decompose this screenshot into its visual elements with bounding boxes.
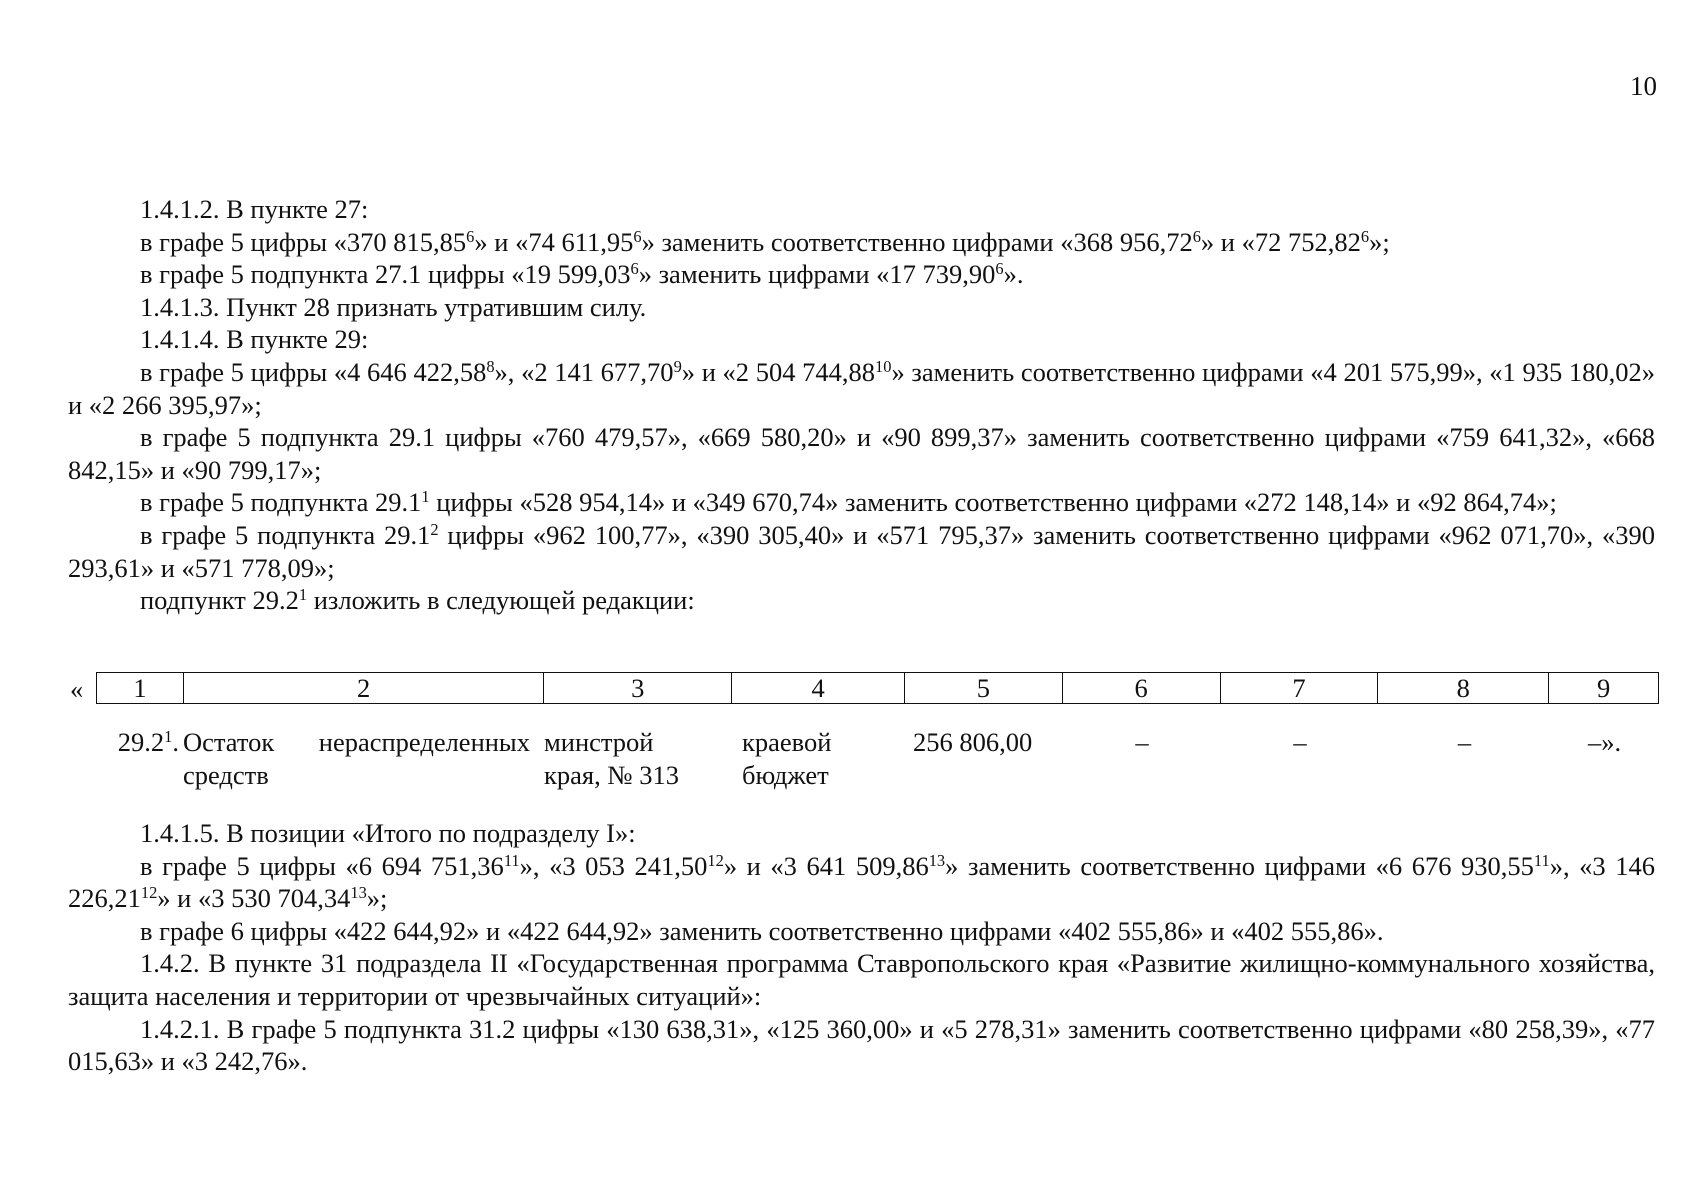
paragraph-text: 1.4.2.1. В графе 5 подпункта 31.2 цифры «130 638,31», «125 360,00» и «5 278,31» заменить соответственно цифрами «80 258,39», «77 015,63» и «3 242,76». — [68, 1013, 1655, 1077]
row-name-word-1: Остаток — [183, 727, 275, 757]
paragraph — [68, 519, 1655, 584]
row-col8-cell: – — [1457, 727, 1472, 757]
footnote-superscript: 13 — [350, 883, 367, 903]
footnote-superscript: 12 — [707, 850, 724, 870]
table-header-row — [96, 672, 1659, 704]
paragraph-text: изложить в следующей редакции: — [307, 585, 695, 616]
footnote-superscript: 9 — [673, 356, 682, 376]
footnote-superscript: 6 — [995, 259, 1004, 279]
paragraph — [68, 323, 1655, 356]
paragraph — [68, 421, 1655, 486]
footnote-superscript: 1 — [298, 585, 308, 605]
paragraph-text: » заменить соответственно цифрами «368 956,72 — [641, 226, 1193, 257]
footnote-superscript: 6 — [630, 259, 639, 279]
row-amount-cell: 256 806,00 — [913, 727, 1033, 757]
paragraph-text: в графе 6 цифры «422 644,92» и «422 644,92» заменить соответственно цифрами «402 555,86» и «402 555,86». — [140, 915, 1384, 946]
table-header-cell: 3 — [544, 673, 732, 703]
paragraph-text: в графе 5 подпункта 29.1 цифры «760 479,57», «669 580,20» и «90 899,37» заменить соответственно цифрами «759 641,32», «668 842,15» и «90 799,17»; — [68, 422, 1655, 485]
paragraph-text: 1.4.1.4. В пункте 29: — [140, 324, 369, 355]
table-header-cell: 9 — [1596, 673, 1611, 703]
row-budget-line-1: краевой — [742, 727, 832, 757]
row-col7-cell: – — [1293, 727, 1307, 757]
footnote-superscript: 13 — [928, 850, 946, 870]
row-col6-cell: – — [1135, 727, 1149, 757]
footnote-superscript: 11 — [1533, 850, 1550, 870]
paragraph-text: цифры «962 100,77», «390 305,40» и «571 795,37» заменить соответственно цифрами «962 071,70», «390 293,61» и «571 778,09»; — [68, 519, 1655, 583]
paragraph — [68, 291, 1655, 324]
row-agency-line-1: минстрой — [544, 727, 654, 757]
paragraph-text: в графе 5 цифры «6 694 751,36 — [140, 850, 504, 881]
page-number: 10 — [1630, 71, 1657, 101]
table-header-cell: 5 — [905, 673, 1063, 703]
footnote-superscript: 1 — [421, 487, 430, 507]
paragraph-text: », «3 146 226,21 — [68, 850, 1656, 914]
paragraph-text: », «3 053 241,50 — [519, 850, 708, 881]
paragraph-text: в графе 5 цифры «4 646 422,58 — [140, 356, 487, 387]
table-header-cell: 2 — [184, 673, 545, 703]
paragraph-text: » заменить цифрами «17 739,90 — [638, 259, 996, 290]
footnote-superscript: 11 — [503, 850, 520, 870]
paragraph — [68, 817, 1655, 850]
paragraph-text: » и «2 504 744,88 — [681, 356, 876, 387]
row-number-cell — [96, 726, 183, 791]
row-number-suffix: . — [172, 727, 179, 757]
paragraph-text: в графе 5 подпункта 27.1 цифры «19 599,03 — [140, 259, 631, 290]
row-number: 29.2 — [117, 727, 165, 757]
table-header-cell: 1 — [97, 673, 184, 703]
footnote-superscript: 6 — [466, 226, 475, 246]
paragraph — [68, 193, 1655, 226]
paragraph — [68, 1013, 1655, 1078]
paragraph — [68, 226, 1655, 259]
paragraph-text: »; — [366, 883, 388, 914]
paragraph-text: в графе 5 цифры «370 815,85 — [140, 226, 467, 257]
table-header-cell: 4 — [732, 673, 905, 703]
paragraph-text: 1.4.2. В пункте 31 подраздела II «Государственная программа Ставропольского края «Развитие жилищно-коммунального хозяйства, защита населения и территории от чрезвычайных ситуаций»: — [68, 948, 1655, 1011]
paragraph — [68, 486, 1655, 519]
paragraph-text: в графе 5 подпункта 29.1 — [140, 487, 422, 518]
paragraph — [68, 258, 1655, 291]
footnote-superscript: 6 — [1360, 226, 1370, 246]
paragraph-text: » и «3 641 509,86 — [723, 850, 929, 881]
paragraph-text: » и «3 530 704,34 — [157, 883, 351, 914]
paragraph-text: ». — [1003, 259, 1024, 290]
paragraph-text: цифры «528 954,14» и «349 670,74» заменить соответственно цифрами «272 148,14» и «92 864,74»; — [429, 487, 1557, 518]
row-number-superscript: 1 — [164, 726, 173, 746]
paragraph-text: »; — [1369, 226, 1390, 257]
row-name-word-2: нераспределенных — [318, 727, 530, 757]
paragraph — [68, 850, 1655, 915]
row-name-cell — [183, 726, 544, 791]
paragraph-text: 1.4.1.2. В пункте 27: — [140, 194, 369, 224]
row-agency-line-2: края, № 313 — [544, 759, 679, 790]
row-budget-cell — [732, 726, 905, 791]
paragraph — [68, 356, 1655, 421]
footnote-superscript: 10 — [875, 356, 892, 376]
row-budget-line-2: бюджет — [742, 759, 829, 790]
table-row — [96, 726, 1659, 791]
table-header-cell: 8 — [1378, 673, 1549, 703]
paragraph — [68, 584, 1655, 617]
paragraph-text: в графе 5 подпункта 29.1 — [140, 519, 431, 550]
paragraph-text: подпункт 29.2 — [140, 585, 299, 616]
paragraph-text: », «2 141 677,70 — [494, 356, 674, 387]
paragraph-text: » заменить соответственно цифрами «6 676 930,55 — [945, 850, 1534, 881]
footnote-superscript: 6 — [633, 226, 642, 246]
paragraph-text: » и «74 611,95 — [474, 226, 634, 257]
paragraph-text: 1.4.1.3. Пункт 28 признать утратившим силу. — [140, 291, 647, 322]
paragraph-text: 1.4.1.5. В позиции «Итого по подразделу I»: — [140, 818, 636, 848]
footnote-superscript: 8 — [486, 356, 495, 376]
footnote-superscript: 6 — [1192, 226, 1201, 246]
row-col9-cell: –». — [1587, 727, 1622, 757]
row-agency-cell — [544, 726, 732, 791]
paragraph — [68, 915, 1655, 948]
amendment-text-bottom — [68, 817, 1655, 1078]
paragraph — [68, 947, 1655, 1012]
table-header-cell: 7 — [1221, 673, 1379, 703]
row-name-line-2: средств — [183, 759, 269, 790]
table-header-cell: 6 — [1063, 673, 1221, 703]
amendment-text-top — [68, 193, 1655, 617]
table-open-quote: « — [70, 674, 84, 704]
footnote-superscript: 12 — [140, 883, 158, 903]
paragraph-text: » и «72 752,82 — [1200, 226, 1361, 257]
footnote-superscript: 2 — [430, 519, 439, 539]
paragraph-text: » заменить соответственно цифрами «4 201 575,99», «1 935 180,02» и «2 266 395,97»; — [68, 356, 1655, 420]
